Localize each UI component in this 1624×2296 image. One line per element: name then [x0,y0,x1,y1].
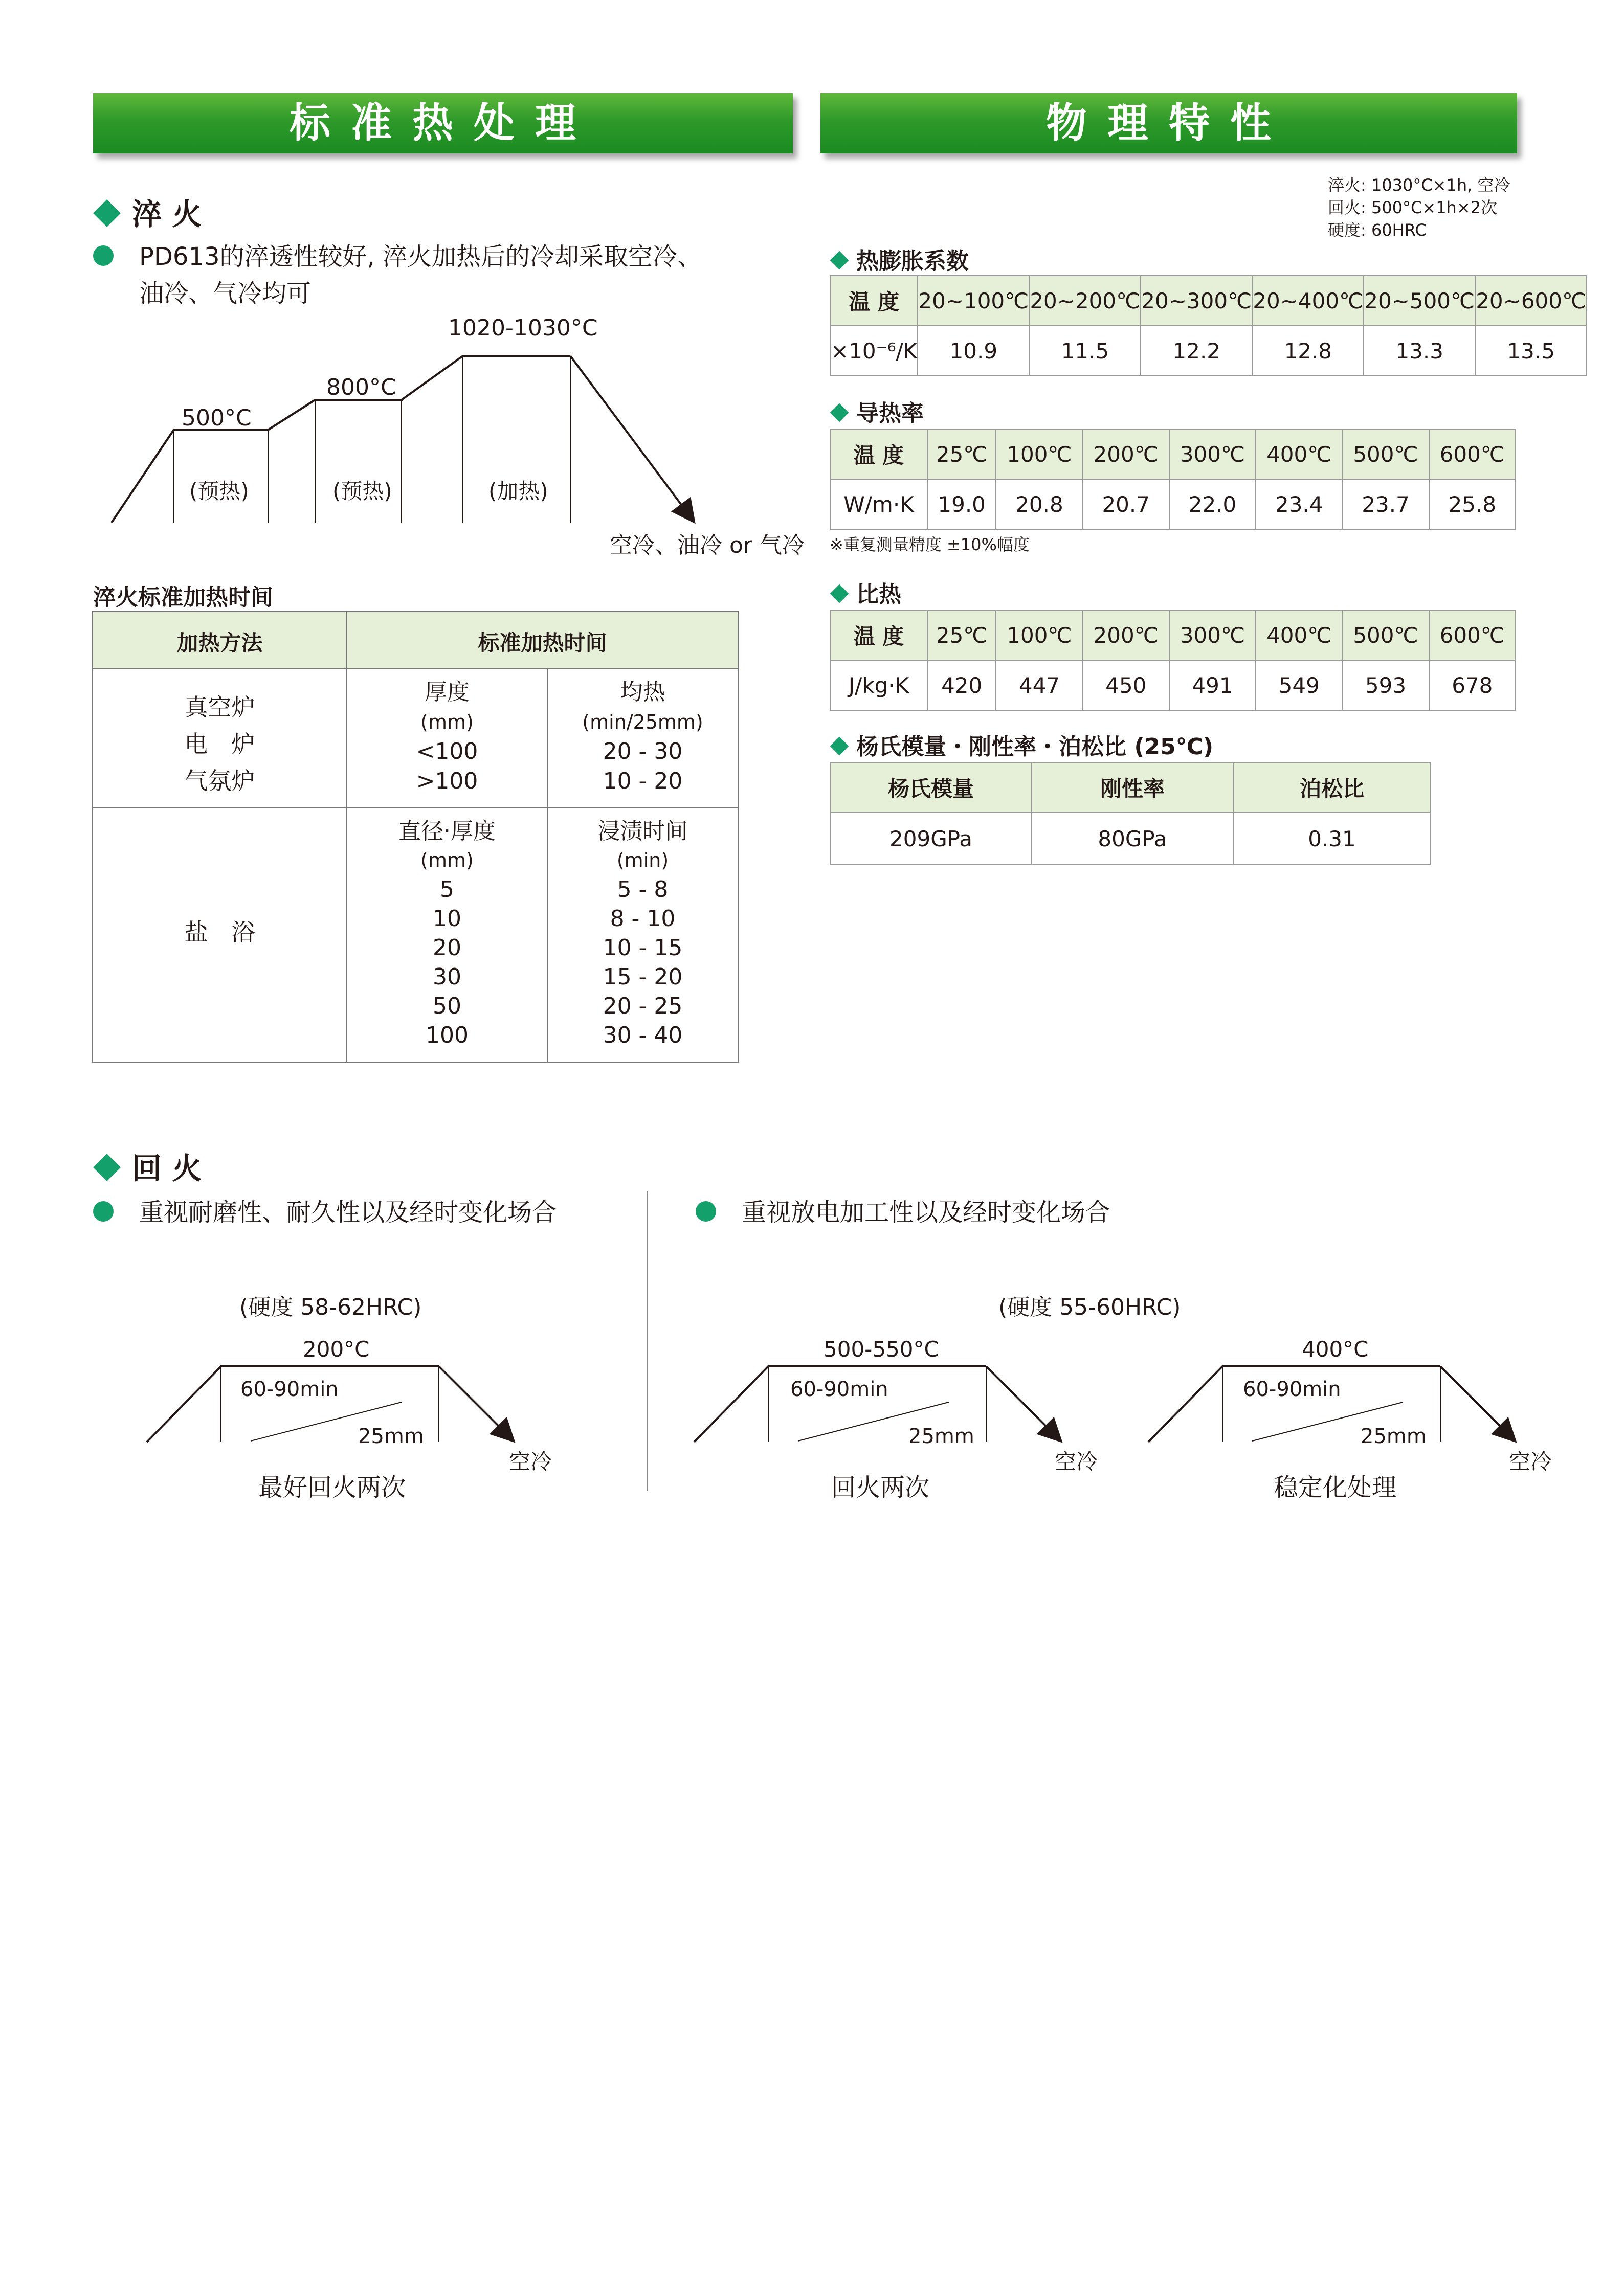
salt-thickness-col: 直径·厚度 (mm) 5 10 20 30 50 100 [398,818,496,1048]
conductivity-note: ※重复测量精度 ±10%幅度 [830,535,1030,554]
quench-heating-time-table [92,611,739,1063]
temper1-cool: 空冷 [509,1449,552,1474]
diamond-bullet-icon [93,199,121,227]
temper2-caption: 回火两次 [831,1473,930,1502]
quench-description: PD613的淬透性较好, 淬火加热后的冷却采取空冷、 油冷、气冷均可 [93,238,702,312]
temper-left-desc: 重视耐磨性、耐久性以及经时变化场合 [93,1192,557,1228]
temper2-cool: 空冷 [1055,1449,1098,1474]
moduli-title: 杨氏模量・刚性率・泊松比 (25℃) [830,728,1213,761]
furnace-thickness-col: 厚度 (mm) <100 >100 [416,679,478,794]
thermal-expansion-title: 热膨胀系数 [830,242,969,275]
stage-heating: (加热) [488,479,548,504]
quench-temp-800: 800°C [326,374,396,400]
temper3-size: 25mm [1361,1425,1427,1448]
diamond-bullet-icon [830,584,849,603]
temper-divider [647,1191,648,1491]
temper3-time: 60-90min [1243,1378,1341,1401]
quench-table-title: 淬火标准加热时间 [93,584,273,611]
circle-bullet-icon [93,245,114,266]
temper2-size: 25mm [908,1425,974,1448]
temper1-size: 25mm [358,1425,424,1448]
specific-heat-title: 比热 [830,576,901,609]
specific-heat-table: 温 度 25℃ 100℃ 200℃ 300℃ 400℃ 500℃ 600℃ J/kg·K 420 447 450 491 549 593 678 [830,610,1516,711]
diamond-bullet-icon [830,251,849,270]
quench-temp-1020: 1020-1030°C [448,315,598,341]
temper2-temp: 500-550°C [824,1337,939,1362]
thermal-conductivity-table: 温 度 25℃ 100℃ 200℃ 300℃ 400℃ 500℃ 600℃ W/m·K 19.0 20.8 20.7 22.0 23.4 23.7 25.8 [830,429,1516,530]
temper1-caption: 最好回火两次 [258,1473,406,1502]
diamond-bullet-icon [830,737,849,756]
temper3-caption: 稳定化处理 [1274,1473,1397,1502]
temper2-time: 60-90min [790,1378,888,1401]
right-section-banner: 物理特性 [820,93,1517,153]
head-time: 标准加热时间 [478,631,607,656]
temper-heading: 回 火 [93,1144,202,1187]
quench-temp-500: 500°C [182,405,252,431]
temper1-temp: 200°C [303,1337,370,1362]
diamond-bullet-icon [93,1154,121,1181]
temper-right-desc: 重视放电加工性以及经时变化场合 [696,1192,1110,1228]
thermal-expansion-table: 温 度 20~100℃ 20~200℃ 20~300℃ 20~400℃ 20~500℃ 20~600℃ ×10⁻⁶/K 10.9 11.5 12.2 12.8 13.3 13.5 [830,275,1587,376]
stage-preheat-2: (预热) [332,479,392,504]
test-conditions: 淬火: 1030°C×1h, 空冷 回火: 500°C×1h×2次 硬度: 60HRC [1328,175,1510,240]
circle-bullet-icon [93,1201,114,1222]
temper3-temp: 400°C [1302,1337,1369,1362]
temper3-cool: 空冷 [1509,1449,1552,1474]
quench-heading: 淬 火 [93,190,202,233]
furnace-methods: 真空炉 电 炉 气氛炉 [184,693,255,795]
head-method: 加热方法 [176,631,263,656]
right-hardness: (硬度 55-60HRC) [998,1294,1181,1320]
furnace-soak-col: 均热 (min/25mm) 20 - 30 10 - 20 [582,679,703,794]
stage-preheat-1: (预热) [189,479,249,504]
left-section-banner: 标准热处理 [93,93,793,153]
thermal-conductivity-title: 导热率 [830,395,924,427]
circle-bullet-icon [696,1201,716,1222]
diamond-bullet-icon [830,403,849,422]
salt-immersion-col: 浸渍时间 (min) 5 - 8 8 - 10 10 - 15 15 - 20 20 - 25 30 - 40 [597,818,688,1048]
left-hardness: (硬度 58-62HRC) [239,1294,422,1320]
salt-bath-method: 盐 浴 [184,918,255,946]
cooling-methods: 空冷、油冷 or 气冷 [610,532,805,558]
moduli-table: 杨氏模量 刚性率 泊松比 209GPa 80GPa 0.31 [830,762,1431,865]
temper1-time: 60-90min [240,1378,339,1401]
